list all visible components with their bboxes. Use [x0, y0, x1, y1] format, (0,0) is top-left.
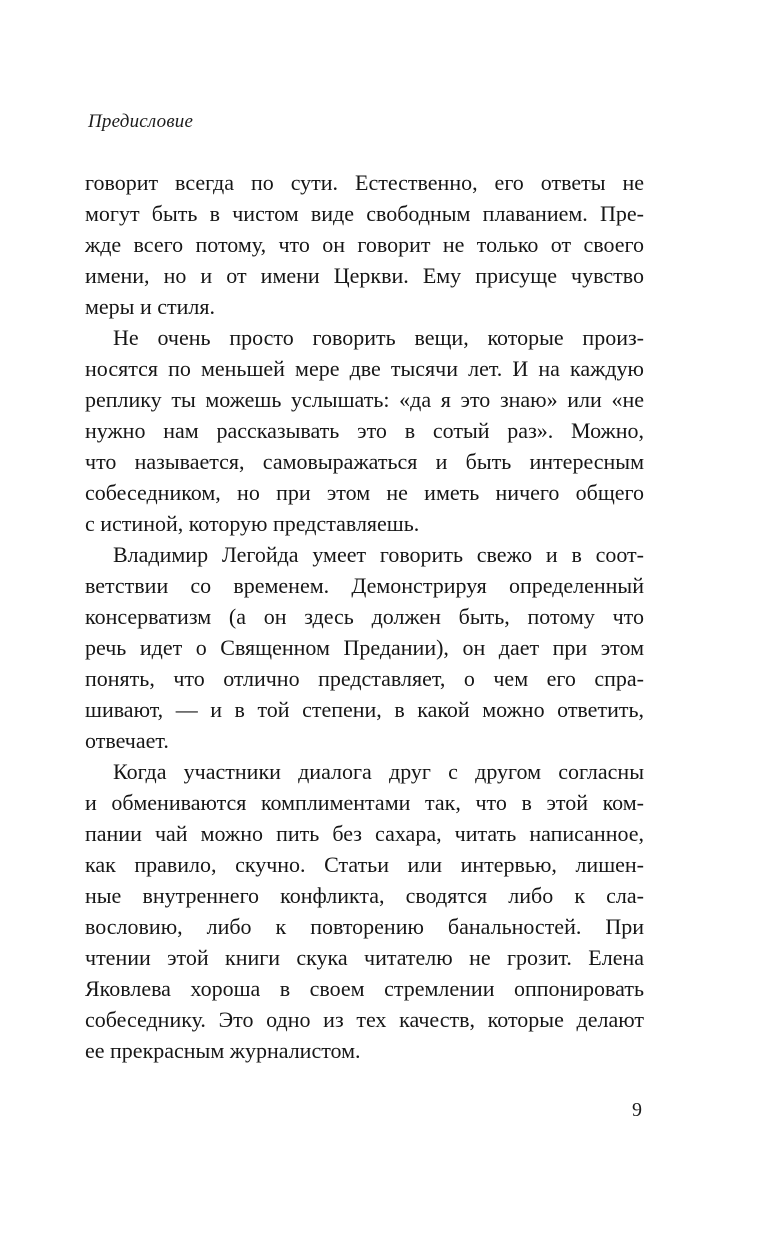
text-line: пании чай можно пить без сахара, читать написанное,: [85, 821, 644, 846]
text-line: носятся по меньшей мере две тысячи лет. И на каждую: [85, 356, 644, 381]
text-line: с истиной, которую представляешь.: [85, 511, 420, 536]
text-line: собеседником, но при этом не иметь ничего общего: [85, 480, 644, 505]
text-line: Когда участники диалога друг с другом согласны: [113, 759, 644, 784]
body-text: [85, 167, 644, 1066]
text-line: нужно нам рассказывать это в сотый раз». Можно,: [85, 418, 644, 443]
text-line: ее прекрасным журналистом.: [85, 1038, 361, 1063]
text-line: меры и стиля.: [85, 294, 215, 319]
text-line: ветствии со временем. Демонстрируя определенный: [85, 573, 644, 598]
text-line: понять, что отлично представляет, о чем его спра-: [85, 666, 644, 691]
text-line: собеседнику. Это одно из тех качеств, которые делают: [85, 1007, 644, 1032]
text-line: и обмениваются комплиментами так, что в этой ком-: [85, 790, 644, 815]
text-line: жде всего потому, что он говорит не только от своего: [85, 232, 644, 257]
text-line: Яковлева хороша в своем стремлении оппонировать: [85, 976, 644, 1001]
text-line: речь идет о Священном Предании), он дает при этом: [85, 635, 644, 660]
text-line: чтении этой книги скука читателю не грозит. Елена: [85, 945, 644, 970]
text-line: Не очень просто говорить вещи, которые произ-: [113, 325, 644, 350]
text-line: могут быть в чистом виде свободным плаванием. Пре-: [85, 201, 644, 226]
text-line: Владимир Легойда умеет говорить свежо и в соот-: [113, 542, 644, 567]
text-line: что называется, самовыражаться и быть интересным: [85, 449, 644, 474]
text-line: говорит всегда по сути. Естественно, его ответы не: [85, 170, 644, 195]
text-line: имени, но и от имени Церкви. Ему присуще чувство: [85, 263, 644, 288]
text-line: ные внутреннего конфликта, сводятся либо к сла-: [85, 883, 644, 908]
text-line: вословию, либо к повторению банальностей. При: [85, 914, 644, 939]
text-line: отвечает.: [85, 728, 169, 753]
text-line: консерватизм (а он здесь должен быть, потому что: [85, 604, 644, 629]
text-line: шивают, — и в той степени, в какой можно ответить,: [85, 697, 644, 722]
text-line: как правило, скучно. Статьи или интервью, лишен-: [85, 852, 644, 877]
running-header: Предисловие: [88, 111, 194, 132]
text-line: реплику ты можешь услышать: «да я это знаю» или «не: [85, 387, 644, 412]
page-number: 9: [632, 1099, 642, 1121]
